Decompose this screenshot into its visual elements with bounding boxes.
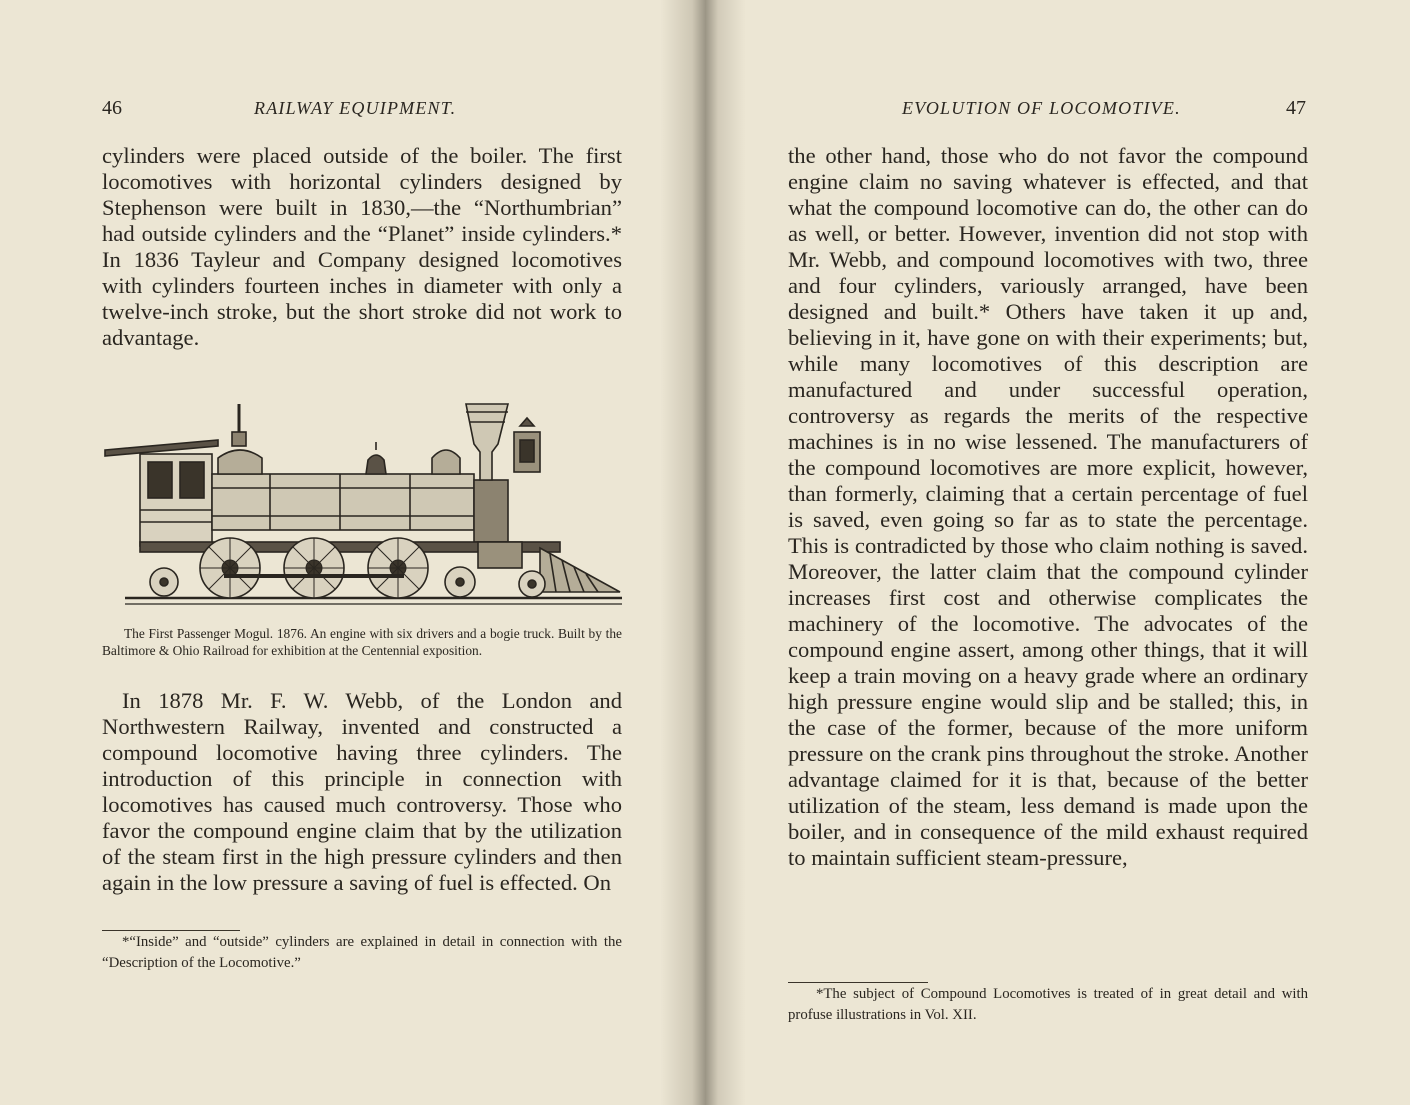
body-text bbox=[788, 143, 1308, 871]
gutter-shadow bbox=[706, 0, 746, 1105]
right-page bbox=[706, 0, 1410, 1105]
paragraph: In 1878 Mr. F. W. Webb, of the London and Northwestern Railway, invented and constructed a compound locomotive having three cylinders. The introduction of this principle in connection with locomotives has caused much controversy. Those who favor the compound engine claim that by the utilization of the steam first in the high pressure cylinders and then again in the low pressure a saving of fuel is effected. On bbox=[102, 688, 622, 895]
locomotive-illustration bbox=[100, 392, 624, 614]
running-head: RAILWAY EQUIPMENT. bbox=[254, 98, 457, 118]
page-number: 47 bbox=[1286, 97, 1306, 119]
paragraph: cylinders were placed outside of the boiler. The first locomotives with horizontal cylinders designed by Stephenson were built in 1830,—the “Northumbrian” had outside cylinders and the “Planet” inside cylinders.* In 1836 Tayleur and Company designed locomotives with cylinders fourteen inches in diameter with only a twelve-inch stroke, but the short stroke did not work to advantage. bbox=[102, 143, 622, 350]
footnote: *The subject of Compound Locomotives is treated of in great detail and with profuse illustrations in Vol. XII. bbox=[788, 986, 1308, 1023]
paragraph: the other hand, those who do not favor the compound engine claim no saving whatever is effected, and that what the compound locomotive can do, the other can do as well, or better. However, invention did not stop with Mr. Webb, and compound locomotives with two, three and four cylinders, variously arranged, have been designed and built.* Others have taken it up and, believing in it, have gone on with their experiments; but, while many locomotives of this description are manufactured and under successful operation, controversy as regards the merits of the respective machines is in no wise lessened. The manufacturers of the compound locomotives are more explicit, however, than formerly, claiming that a certain percentage of fuel is saved, even going so far as to state the percentage. This is contradicted by those who claim nothing is saved. Moreover, the latter claim that the compound cylinder increases first cost and otherwise complicates the machinery of the locomotive. The advocates of the compound engine assert, among other things, that it will keep a train moving on a heavy grade where an ordinary high pressure engine would slip and be stalled; this, in the case of the former, because of the more uniform pressure on the crank pins throughout the stroke. Another advantage claimed for it is that, because of the better utilization of the steam, less demand is made upon the boiler, and in consequence of the mild exhaust required to maintain sufficient steam-pressure, bbox=[788, 143, 1308, 870]
gutter-shadow bbox=[660, 0, 706, 1105]
caption-text: The First Passenger Mogul. 1876. An engine with six drivers and a bogie truck. Built by the Baltimore & Ohio Railroad for exhibition at the Centennial exposition. bbox=[102, 626, 622, 658]
page-number: 46 bbox=[102, 97, 122, 119]
footnote: *“Inside” and “outside” cylinders are explained in detail in connection with the “Description of the Locomotive.” bbox=[102, 934, 622, 971]
body-text bbox=[102, 688, 622, 896]
figure-caption bbox=[102, 625, 622, 659]
body-text bbox=[102, 143, 622, 351]
footnote-rule bbox=[102, 930, 240, 931]
footnote-rule bbox=[788, 982, 928, 983]
running-head: EVOLUTION OF LOCOMOTIVE. bbox=[902, 98, 1181, 118]
